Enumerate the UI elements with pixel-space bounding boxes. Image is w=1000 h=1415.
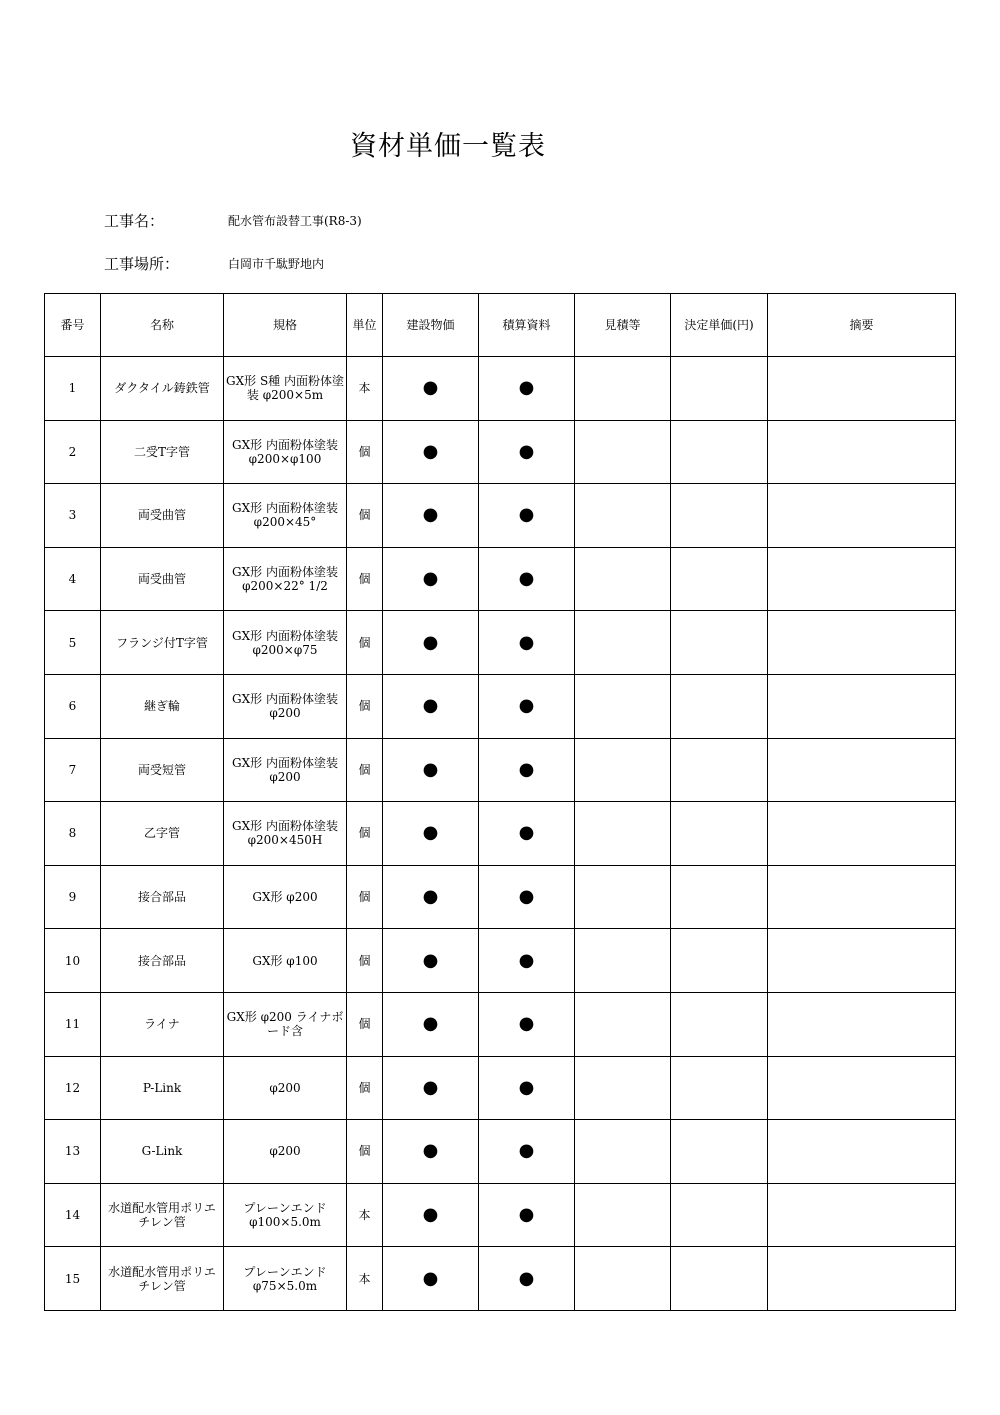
row-name: 両受曲管 <box>101 484 224 548</box>
row-remarks <box>768 1247 956 1311</box>
row-kensetsu-mark: ● <box>383 420 479 484</box>
row-number: 2 <box>45 420 101 484</box>
row-kensetsu-mark: ● <box>383 611 479 675</box>
row-number: 4 <box>45 547 101 611</box>
row-remarks <box>768 992 956 1056</box>
row-number: 12 <box>45 1056 101 1120</box>
header-number: 番号 <box>45 294 101 357</box>
row-kensetsu-mark: ● <box>383 929 479 993</box>
table-row <box>45 547 956 611</box>
row-spec: GX形 内面粉体塗装 φ200 <box>224 674 347 738</box>
row-spec: GX形 φ200 <box>224 865 347 929</box>
material-price-table <box>44 293 956 1311</box>
row-sekisan-mark: ● <box>479 802 575 866</box>
row-remarks <box>768 1120 956 1184</box>
row-unit: 本 <box>347 1247 383 1311</box>
table-row <box>45 1056 956 1120</box>
row-sekisan-mark: ● <box>479 420 575 484</box>
row-name: 乙字管 <box>101 802 224 866</box>
row-number: 8 <box>45 802 101 866</box>
row-kensetsu-mark: ● <box>383 802 479 866</box>
row-spec: GX形 φ200 ライナボード含 <box>224 992 347 1056</box>
row-kensetsu-mark: ● <box>383 357 479 421</box>
row-spec: GX形 内面粉体塗装 φ200×φ75 <box>224 611 347 675</box>
row-estimate <box>575 929 671 993</box>
row-spec: φ200 <box>224 1120 347 1184</box>
row-spec: GX形 内面粉体塗装 φ200×22° 1/2 <box>224 547 347 611</box>
row-number: 14 <box>45 1183 101 1247</box>
row-kensetsu-mark: ● <box>383 674 479 738</box>
row-decided-price <box>671 738 768 802</box>
row-name: 水道配水管用ポリエチレン管 <box>101 1183 224 1247</box>
row-unit: 個 <box>347 484 383 548</box>
row-remarks <box>768 674 956 738</box>
row-sekisan-mark: ● <box>479 611 575 675</box>
row-name: 接合部品 <box>101 865 224 929</box>
row-remarks <box>768 1056 956 1120</box>
header-spec: 規格 <box>224 294 347 357</box>
row-estimate <box>575 420 671 484</box>
project-location-label: 工事場所： <box>104 255 180 273</box>
row-unit: 本 <box>347 1183 383 1247</box>
row-spec: φ200 <box>224 1056 347 1120</box>
row-estimate <box>575 1056 671 1120</box>
row-unit: 個 <box>347 420 383 484</box>
row-estimate <box>575 1183 671 1247</box>
row-name: ライナ <box>101 992 224 1056</box>
row-unit: 個 <box>347 1056 383 1120</box>
row-estimate <box>575 357 671 421</box>
table-row <box>45 1247 956 1311</box>
row-decided-price <box>671 484 768 548</box>
row-remarks <box>768 802 956 866</box>
row-sekisan-mark: ● <box>479 865 575 929</box>
row-sekisan-mark: ● <box>479 674 575 738</box>
row-sekisan-mark: ● <box>479 1120 575 1184</box>
table-row <box>45 738 956 802</box>
row-decided-price <box>671 929 768 993</box>
row-estimate <box>575 547 671 611</box>
row-estimate <box>575 738 671 802</box>
header-unit: 単位 <box>347 294 383 357</box>
row-decided-price <box>671 547 768 611</box>
table-row <box>45 992 956 1056</box>
row-unit: 個 <box>347 992 383 1056</box>
row-decided-price <box>671 1120 768 1184</box>
row-kensetsu-mark: ● <box>383 865 479 929</box>
row-decided-price <box>671 420 768 484</box>
row-name: フランジ付T字管 <box>101 611 224 675</box>
row-number: 6 <box>45 674 101 738</box>
row-estimate <box>575 1120 671 1184</box>
row-sekisan-mark: ● <box>479 992 575 1056</box>
row-number: 9 <box>45 865 101 929</box>
row-sekisan-mark: ● <box>479 1247 575 1311</box>
row-number: 1 <box>45 357 101 421</box>
project-name-value: 配水管布設替工事(R8-3) <box>228 214 362 228</box>
page-title: 資材単価一覧表 <box>350 131 546 162</box>
header-sekisan-shiryo: 積算資料 <box>479 294 575 357</box>
header-estimate: 見積等 <box>575 294 671 357</box>
row-sekisan-mark: ● <box>479 738 575 802</box>
row-spec: プレーンエンド φ100×5.0m <box>224 1183 347 1247</box>
row-number: 11 <box>45 992 101 1056</box>
row-estimate <box>575 865 671 929</box>
row-number: 15 <box>45 1247 101 1311</box>
table-row <box>45 865 956 929</box>
header-kensetsu-bukka: 建設物価 <box>383 294 479 357</box>
row-decided-price <box>671 674 768 738</box>
row-spec: プレーンエンド φ75×5.0m <box>224 1247 347 1311</box>
row-remarks <box>768 547 956 611</box>
row-number: 5 <box>45 611 101 675</box>
header-name: 名称 <box>101 294 224 357</box>
row-name: P-Link <box>101 1056 224 1120</box>
row-name: 水道配水管用ポリエチレン管 <box>101 1247 224 1311</box>
row-sekisan-mark: ● <box>479 929 575 993</box>
row-unit: 個 <box>347 802 383 866</box>
table-header-row <box>45 294 956 357</box>
row-kensetsu-mark: ● <box>383 1056 479 1120</box>
table-row <box>45 929 956 993</box>
row-decided-price <box>671 802 768 866</box>
row-spec: GX形 内面粉体塗装 φ200×450H <box>224 802 347 866</box>
row-remarks <box>768 1183 956 1247</box>
table-row <box>45 420 956 484</box>
row-kensetsu-mark: ● <box>383 1120 479 1184</box>
row-estimate <box>575 484 671 548</box>
row-remarks <box>768 484 956 548</box>
table-row <box>45 1120 956 1184</box>
project-location-value: 白岡市千駄野地内 <box>228 257 325 271</box>
row-sekisan-mark: ● <box>479 484 575 548</box>
table-row <box>45 1183 956 1247</box>
row-decided-price <box>671 992 768 1056</box>
row-unit: 個 <box>347 1120 383 1184</box>
row-unit: 個 <box>347 611 383 675</box>
header-decided-price: 決定単価(円) <box>671 294 768 357</box>
table-row <box>45 674 956 738</box>
row-spec: GX形 内面粉体塗装 φ200×φ100 <box>224 420 347 484</box>
row-estimate <box>575 802 671 866</box>
row-sekisan-mark: ● <box>479 1183 575 1247</box>
row-sekisan-mark: ● <box>479 1056 575 1120</box>
row-unit: 本 <box>347 357 383 421</box>
row-name: 二受T字管 <box>101 420 224 484</box>
row-remarks <box>768 420 956 484</box>
row-estimate <box>575 674 671 738</box>
row-spec: GX形 φ100 <box>224 929 347 993</box>
table-row <box>45 484 956 548</box>
row-remarks <box>768 357 956 421</box>
row-unit: 個 <box>347 929 383 993</box>
row-name: G-Link <box>101 1120 224 1184</box>
row-spec: GX形 S種 内面粉体塗装 φ200×5m <box>224 357 347 421</box>
row-decided-price <box>671 1247 768 1311</box>
row-name: 継ぎ輪 <box>101 674 224 738</box>
row-number: 7 <box>45 738 101 802</box>
row-number: 10 <box>45 929 101 993</box>
row-unit: 個 <box>347 738 383 802</box>
header-remarks: 摘要 <box>768 294 956 357</box>
row-estimate <box>575 992 671 1056</box>
row-kensetsu-mark: ● <box>383 992 479 1056</box>
row-decided-price <box>671 1056 768 1120</box>
row-number: 3 <box>45 484 101 548</box>
row-decided-price <box>671 865 768 929</box>
row-decided-price <box>671 1183 768 1247</box>
row-estimate <box>575 611 671 675</box>
row-unit: 個 <box>347 865 383 929</box>
row-kensetsu-mark: ● <box>383 547 479 611</box>
row-name: 両受曲管 <box>101 547 224 611</box>
row-spec: GX形 内面粉体塗装 φ200×45° <box>224 484 347 548</box>
row-unit: 個 <box>347 674 383 738</box>
row-name: ダクタイル鋳鉄管 <box>101 357 224 421</box>
table-row <box>45 611 956 675</box>
row-decided-price <box>671 611 768 675</box>
row-unit: 個 <box>347 547 383 611</box>
row-remarks <box>768 738 956 802</box>
row-spec: GX形 内面粉体塗装 φ200 <box>224 738 347 802</box>
project-name-label: 工事名： <box>104 212 165 230</box>
row-name: 両受短管 <box>101 738 224 802</box>
row-kensetsu-mark: ● <box>383 484 479 548</box>
table-row <box>45 357 956 421</box>
row-remarks <box>768 865 956 929</box>
row-remarks <box>768 929 956 993</box>
row-kensetsu-mark: ● <box>383 738 479 802</box>
row-number: 13 <box>45 1120 101 1184</box>
row-sekisan-mark: ● <box>479 357 575 421</box>
row-kensetsu-mark: ● <box>383 1183 479 1247</box>
table-row <box>45 802 956 866</box>
row-name: 接合部品 <box>101 929 224 993</box>
row-sekisan-mark: ● <box>479 547 575 611</box>
row-estimate <box>575 1247 671 1311</box>
row-decided-price <box>671 357 768 421</box>
row-remarks <box>768 611 956 675</box>
row-kensetsu-mark: ● <box>383 1247 479 1311</box>
